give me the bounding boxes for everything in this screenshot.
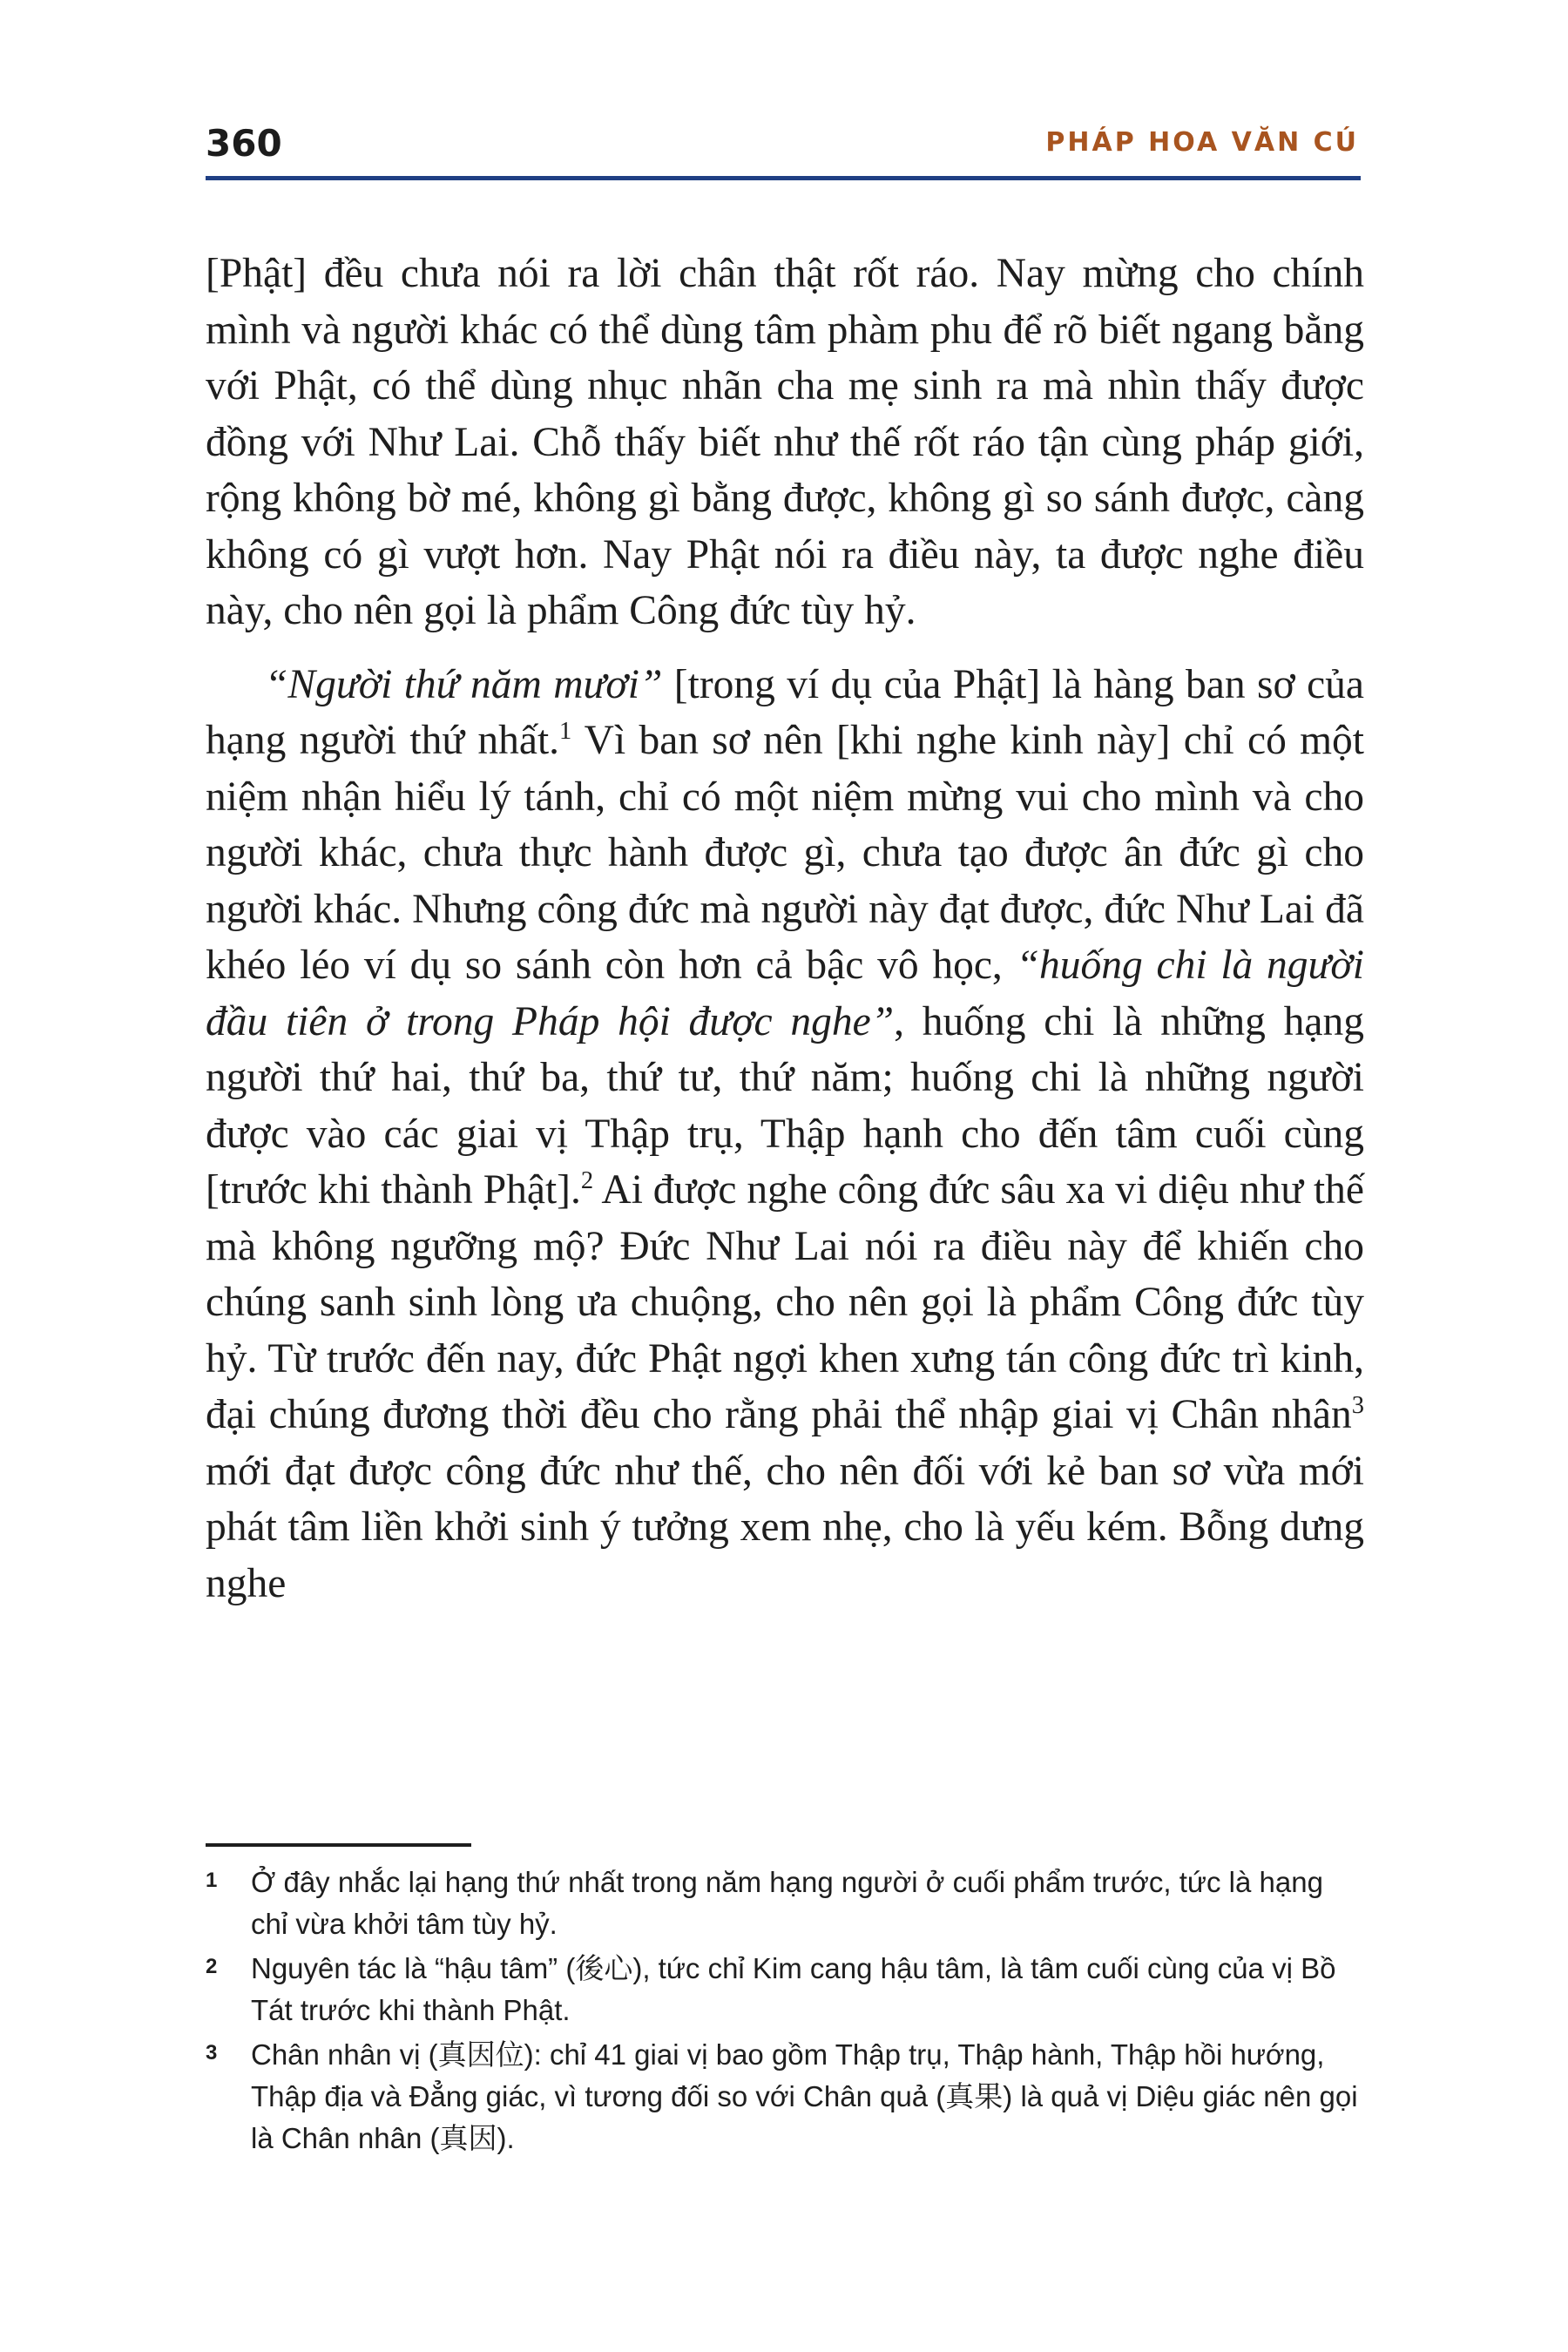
text-segment: [trong ví dụ của Phật] là hàng ban sơ của hạng người thứ nhất. [206, 661, 1364, 763]
footnotes [206, 1862, 1364, 2162]
footnote-text: Ở đây nhắc lại hạng thứ nhất trong năm hạng người ở cuối phẩm trước, tức là hạng chỉ vừa khởi tâm tùy hỷ. [251, 1866, 1323, 1940]
footnote-ref-1[interactable]: 1 [559, 718, 572, 746]
text-segment: Vì ban sơ nên [khi nghe kinh này] chỉ có một niệm nhận hiểu lý tánh, chỉ có một niệm mừng vui cho mình và cho người khác, chưa thực hành được gì, chưa tạo được ân đức gì cho người khác. Nhưng công đức mà người này đạt được, đức Như Lai đã khéo léo ví dụ so sánh còn hơn cả bậc vô học, [206, 718, 1364, 988]
text-segment: Ai được nghe công đức sâu xa vi diệu như thế mà không ngưỡng mộ? Đức Như Lai nói ra điều này để khiến cho chúng sanh sinh lòng ưa chuộng, cho nên gọi là phẩm Công đức tùy hỷ. Từ trước đến nay, đức Phật ngợi khen xưng tán công đức trì kinh, đại chúng đương thời đều cho rằng phải thể nhập giai vị Chân nhân [206, 1167, 1364, 1437]
running-title: PHÁP HOA VĂN CÚ [1045, 127, 1359, 158]
body-text [206, 246, 1364, 1612]
footnote-ref-3[interactable]: 3 [1351, 1392, 1364, 1420]
text-segment: , huống chi là những hạng người thứ hai, thứ ba, thứ tư, thứ năm; huống chi là những người được vào các giai vị Thập trụ, Thập hạnh cho đến tâm cuối cùng [trước khi thành Phật]. [206, 998, 1364, 1213]
quote-1: “Người thứ năm mươi” [265, 661, 663, 707]
footnote-rule [206, 1843, 471, 1847]
footnote-1 [206, 1862, 1364, 1945]
footnote-3 [206, 2034, 1364, 2159]
paragraph-2 [206, 657, 1364, 1612]
footnote-2 [206, 1948, 1364, 2031]
footnote-text: Chân nhân vị (真因位): chỉ 41 giai vị bao gồm Thập trụ, Thập hành, Thập hồi hướng, Thập địa và Đẳng giác, vì tương đối so với Chân quả (真果) là quả vị Diệu giác nên gọi là Chân nhân (真因). [251, 2038, 1358, 2154]
paragraph-1: [Phật] đều chưa nói ra lời chân thật rốt ráo. Nay mừng cho chính mình và người khác có thể dùng tâm phàm phu để rõ biết ngang bằng với Phật, có thể dùng nhục nhãn cha mẹ sinh ra mà nhìn thấy được đồng với Như Lai. Chỗ thấy biết như thế rốt ráo tận cùng pháp giới, rộng không bờ mé, không gì bằng được, không gì so sánh được, càng không có gì vượt hơn. Nay Phật nói ra điều này, ta được nghe điều này, cho nên gọi là phẩm Công đức tùy hỷ. [206, 251, 1364, 633]
header-rule [206, 176, 1361, 180]
footnote-mark: 2 [206, 1955, 218, 1978]
footnote-text: Nguyên tác là “hậu tâm” (後心), tức chỉ Kim cang hậu tâm, là tâm cuối cùng của vị Bồ Tát trước khi thành Phật. [251, 1952, 1336, 2026]
footnote-mark: 1 [206, 1869, 218, 1892]
quote-2: “huống chi là người đầu tiên ở trong Pháp hội được nghe” [206, 943, 1364, 1044]
text-segment: mới đạt được công đức như thế, cho nên đối với kẻ ban sơ vừa mới phát tâm liền khởi sinh ý tưởng xem nhẹ, cho là yếu kém. Bỗng dưng nghe [206, 1448, 1364, 1606]
footnote-ref-2[interactable]: 2 [580, 1167, 594, 1195]
page-number: 360 [206, 122, 282, 165]
footnote-mark: 3 [206, 2041, 218, 2065]
